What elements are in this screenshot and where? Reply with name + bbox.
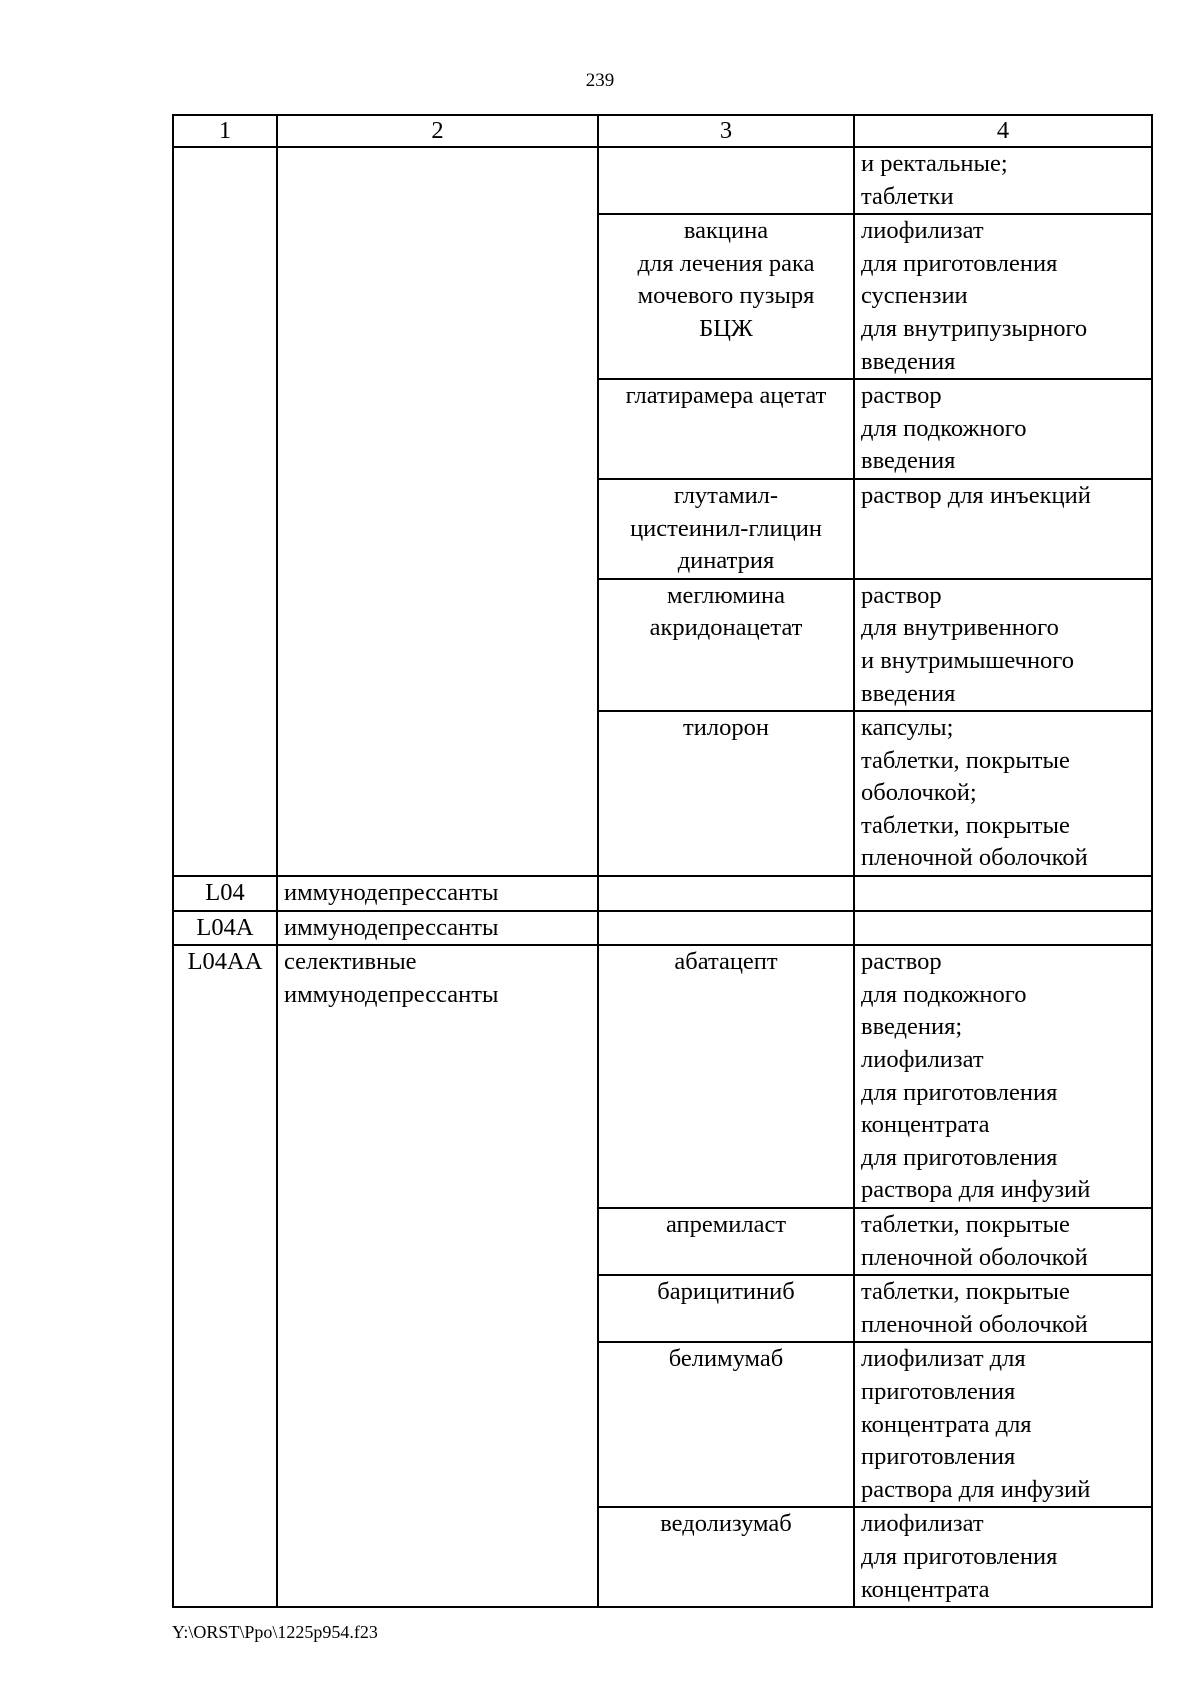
atc-code-cell: L04AA — [173, 945, 277, 1607]
drug-name-cell: апремиласт — [598, 1208, 854, 1275]
continued-code-cell — [173, 147, 277, 876]
dosage-form-cell: лиофилизат для приготовления концентрата — [854, 1507, 1152, 1607]
dosage-form-cell — [854, 876, 1152, 911]
atc-code-cell: L04A — [173, 911, 277, 946]
drug-name-cell: вакцина для лечения рака мочевого пузыря БЦЖ — [598, 214, 854, 379]
drug-name-cell — [598, 147, 854, 214]
drug-name-cell: белимумаб — [598, 1342, 854, 1507]
dosage-form-cell: раствор для подкожного введения; лиофилизат для приготовления концентрата для приготовления раствора для инфузий — [854, 945, 1152, 1208]
table-header-row — [173, 115, 1152, 147]
dosage-form-cell: таблетки, покрытые пленочной оболочкой — [854, 1208, 1152, 1275]
table-row — [173, 147, 1152, 214]
table-row — [173, 911, 1152, 946]
drug-name-cell: тилорон — [598, 711, 854, 876]
atc-code-cell: L04 — [173, 876, 277, 911]
group-name-cell: селективные иммунодепрессанты — [277, 945, 598, 1607]
drug-name-cell: ведолизумаб — [598, 1507, 854, 1607]
dosage-form-cell: таблетки, покрытые пленочной оболочкой — [854, 1275, 1152, 1342]
column-header: 2 — [277, 115, 598, 147]
dosage-form-cell — [854, 911, 1152, 946]
page-number: 239 — [585, 70, 615, 91]
dosage-form-cell: раствор для подкожного введения — [854, 379, 1152, 479]
drug-name-cell: абатацепт — [598, 945, 854, 1208]
column-header: 1 — [173, 115, 277, 147]
drug-name-cell — [598, 911, 854, 946]
table-row — [173, 876, 1152, 911]
group-name-cell: иммунодепрессанты — [277, 876, 598, 911]
file-path-footer: Y:\ORST\Ppo\1225p954.f23 — [172, 1622, 378, 1642]
dosage-form-cell: капсулы; таблетки, покрытые оболочкой; таблетки, покрытые пленочной оболочкой — [854, 711, 1152, 876]
group-name-cell: иммунодепрессанты — [277, 911, 598, 946]
drug-name-cell — [598, 876, 854, 911]
drug-table — [172, 114, 1153, 1608]
table-row — [173, 945, 1152, 1208]
dosage-form-cell: раствор для внутривенного и внутримышечного введения — [854, 579, 1152, 711]
drug-name-cell: меглюмина акридонацетат — [598, 579, 854, 711]
drug-name-cell: глутамил- цистеинил-глицин динатрия — [598, 479, 854, 579]
dosage-form-cell: лиофилизат для приготовления суспензии для внутрипузырного введения — [854, 214, 1152, 379]
dosage-form-cell: и ректальные; таблетки — [854, 147, 1152, 214]
dosage-form-cell: лиофилизат для приготовления концентрата для приготовления раствора для инфузий — [854, 1342, 1152, 1507]
column-header: 3 — [598, 115, 854, 147]
column-header: 4 — [854, 115, 1152, 147]
drug-name-cell: глатирамера ацетат — [598, 379, 854, 479]
drug-name-cell: барицитиниб — [598, 1275, 854, 1342]
dosage-form-cell: раствор для инъекций — [854, 479, 1152, 579]
continued-group-cell — [277, 147, 598, 876]
